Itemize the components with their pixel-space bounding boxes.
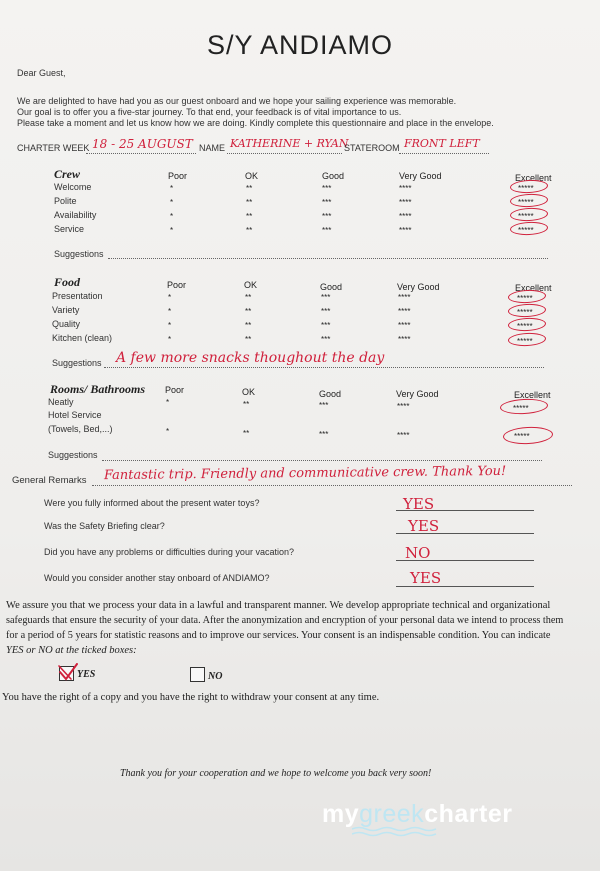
- crew-item-service: Service: [54, 224, 85, 234]
- star-rating[interactable]: ***: [321, 335, 331, 344]
- star-rating[interactable]: *: [170, 184, 174, 193]
- logo-wave-icon: [352, 826, 442, 838]
- logo-part-charter: charter: [424, 800, 513, 828]
- rooms-header-excellent: Excellent: [514, 390, 551, 400]
- privacy-line-1: We assure you that we process your data in a lawful and transparent manner. We develop appropriate technical and organizational: [6, 600, 551, 611]
- crew-header-ok: OK: [245, 171, 259, 181]
- crew-item-welcome: Welcome: [54, 182, 92, 192]
- star-rating[interactable]: ****: [398, 335, 411, 344]
- privacy-line-2: safeguards that ensure the security of your data. After the anonymization and encryption of your personal data we intend to process them: [6, 615, 564, 626]
- logo-part-greek: greek: [359, 800, 425, 828]
- rooms-header-poor: Poor: [165, 385, 185, 395]
- food-header-excellent: Excellent: [515, 283, 552, 293]
- star-rating[interactable]: ***: [321, 321, 331, 330]
- star-rating[interactable]: ****: [398, 307, 411, 316]
- star-rating[interactable]: *: [168, 293, 172, 302]
- selected-circle: [510, 207, 549, 222]
- star-rating[interactable]: ***: [322, 212, 332, 221]
- star-rating[interactable]: *****: [518, 212, 534, 221]
- general-remarks-label: General Remarks: [12, 475, 87, 486]
- star-rating[interactable]: *****: [518, 226, 534, 235]
- star-rating[interactable]: ***: [319, 430, 329, 439]
- rooms-header-very-good: Very Good: [396, 389, 439, 399]
- star-rating[interactable]: **: [246, 198, 253, 207]
- rights-text: You have the right of a copy and you have the right to withdraw your consent at any time.: [2, 692, 380, 703]
- selected-circle: [500, 398, 549, 415]
- star-rating[interactable]: ***: [322, 184, 332, 193]
- star-rating[interactable]: ****: [398, 293, 411, 302]
- star-rating[interactable]: ****: [399, 184, 412, 193]
- star-rating[interactable]: *: [166, 398, 170, 407]
- selected-circle: [503, 426, 554, 446]
- consent-yes-label: YES: [77, 669, 96, 680]
- question-water-toys: Were you fully informed about the present water toys?: [44, 498, 260, 508]
- consent-yes-checkbox[interactable]: [59, 666, 74, 681]
- star-rating[interactable]: ***: [322, 198, 332, 207]
- star-rating[interactable]: ***: [321, 307, 331, 316]
- charter-week-value: 18 - 25 AUGUST: [92, 137, 193, 151]
- crew-header-good: Good: [322, 171, 345, 181]
- food-header-poor: Poor: [167, 280, 187, 290]
- crew-suggestions-label: Suggestions: [54, 249, 104, 259]
- answer-problems[interactable]: NO: [405, 544, 431, 562]
- star-rating[interactable]: **: [245, 335, 252, 344]
- star-rating[interactable]: *****: [517, 308, 533, 317]
- crew-section-title: Crew: [54, 167, 81, 181]
- star-rating[interactable]: ****: [399, 226, 412, 235]
- star-rating[interactable]: *: [168, 307, 172, 316]
- page-title: S/Y ANDIAMO: [206, 30, 394, 60]
- privacy-line-4: YES or NO at the ticked boxes:: [6, 645, 137, 656]
- rooms-suggestions-label: Suggestions: [48, 450, 98, 460]
- star-rating[interactable]: ****: [399, 198, 412, 207]
- answer-another-stay[interactable]: YES: [410, 569, 442, 587]
- food-suggestions-value[interactable]: A few more snacks thoughout the day: [116, 350, 385, 366]
- star-rating[interactable]: *: [170, 212, 174, 221]
- star-rating[interactable]: *: [170, 226, 174, 235]
- selected-circle: [510, 221, 549, 236]
- star-rating[interactable]: ****: [397, 431, 410, 440]
- consent-no-checkbox[interactable]: [190, 667, 205, 682]
- rooms-item-hotel-service: Hotel Service: [48, 410, 102, 420]
- privacy-line-3: for a period of 5 years for statistic reasons and to improve our services. Your consent is an indispensable condition. You can indicate: [6, 630, 551, 641]
- star-rating[interactable]: ***: [321, 293, 331, 302]
- star-rating[interactable]: **: [245, 293, 252, 302]
- star-rating[interactable]: ****: [399, 212, 412, 221]
- star-rating[interactable]: *****: [513, 404, 529, 413]
- logo-part-my: my: [322, 800, 360, 828]
- star-rating[interactable]: **: [245, 307, 252, 316]
- food-header-very-good: Very Good: [397, 282, 440, 292]
- selected-circle: [508, 317, 547, 332]
- food-suggestions-label: Suggestions: [52, 358, 102, 368]
- greeting: Dear Guest,: [17, 68, 66, 78]
- food-item-kitchen: Kitchen (clean): [52, 333, 113, 343]
- star-rating[interactable]: ***: [322, 226, 332, 235]
- intro-line-2: Our goal is to offer you a five-star journey. To that end, your feedback is of vital importance to us.: [17, 107, 402, 117]
- star-rating[interactable]: ***: [319, 401, 329, 410]
- star-rating[interactable]: **: [243, 429, 250, 438]
- rooms-section-title: Rooms/ Bathrooms: [50, 382, 146, 396]
- star-rating[interactable]: *****: [518, 184, 534, 193]
- food-item-variety: Variety: [52, 305, 80, 315]
- question-another-stay: Would you consider another stay onboard of ANDIAMO?: [44, 573, 270, 583]
- consent-no-label: NO: [208, 671, 223, 682]
- food-item-quality: Quality: [52, 319, 81, 329]
- star-rating[interactable]: *: [170, 198, 174, 207]
- food-header-good: Good: [320, 282, 343, 292]
- star-rating[interactable]: **: [246, 226, 253, 235]
- star-rating[interactable]: **: [245, 321, 252, 330]
- star-rating[interactable]: **: [246, 212, 253, 221]
- intro-line-3: Please take a moment and let us know how we are doing. Kindly complete this questionnaire and place in the envelope.: [17, 118, 494, 128]
- name-label: NAME: [199, 143, 226, 153]
- thanks-text: Thank you for your cooperation and we hope to welcome you back very soon!: [120, 768, 432, 779]
- rooms-header-ok: OK: [242, 387, 256, 397]
- crew-header-very-good: Very Good: [399, 171, 442, 181]
- stateroom-label: STATEROOM: [344, 143, 400, 153]
- rooms-header-good: Good: [319, 389, 342, 399]
- food-item-presentation: Presentation: [52, 291, 103, 301]
- general-remarks-value[interactable]: Fantastic trip. Friendly and communicative crew. Thank You!: [103, 463, 507, 484]
- selected-circle: [510, 179, 549, 194]
- intro-line-1: We are delighted to have had you as our guest onboard and we hope your sailing experience was memorable.: [17, 96, 457, 106]
- star-rating[interactable]: *****: [518, 198, 534, 207]
- rooms-item-neatly: Neatly: [48, 397, 74, 407]
- star-rating[interactable]: *****: [517, 294, 533, 303]
- star-rating[interactable]: *****: [514, 432, 530, 441]
- selected-circle: [510, 193, 549, 208]
- star-rating[interactable]: *: [168, 335, 172, 344]
- star-rating[interactable]: *****: [517, 337, 533, 346]
- name-value: KATHERINE + RYAN: [230, 137, 349, 150]
- rooms-item-towels: (Towels, Bed,...): [48, 424, 113, 434]
- star-rating[interactable]: ****: [398, 321, 411, 330]
- selected-circle: [508, 332, 547, 347]
- food-section-title: Food: [54, 275, 81, 289]
- star-rating[interactable]: ****: [397, 402, 410, 411]
- star-rating[interactable]: **: [246, 184, 253, 193]
- star-rating[interactable]: *: [166, 427, 170, 436]
- check-mark-icon: [57, 663, 79, 683]
- crew-item-polite: Polite: [54, 196, 77, 206]
- question-safety-briefing: Was the Safety Briefing clear?: [44, 521, 165, 531]
- crew-item-availability: Availability: [54, 210, 97, 220]
- crew-header-excellent: Excellent: [515, 173, 552, 183]
- food-header-ok: OK: [244, 280, 258, 290]
- answer-water-toys[interactable]: YES: [403, 495, 435, 513]
- star-rating[interactable]: *: [168, 321, 172, 330]
- star-rating[interactable]: **: [243, 400, 250, 409]
- crew-header-poor: Poor: [168, 171, 188, 181]
- selected-circle: [508, 289, 547, 304]
- star-rating[interactable]: *****: [517, 322, 533, 331]
- selected-circle: [508, 303, 547, 318]
- question-problems: Did you have any problems or difficulties during your vacation?: [44, 547, 294, 557]
- stateroom-value: FRONT LEFT: [404, 137, 480, 150]
- answer-safety-briefing[interactable]: YES: [408, 517, 440, 535]
- mygreekcharter-logo: [322, 800, 512, 829]
- charter-week-label: CHARTER WEEK: [17, 143, 90, 153]
